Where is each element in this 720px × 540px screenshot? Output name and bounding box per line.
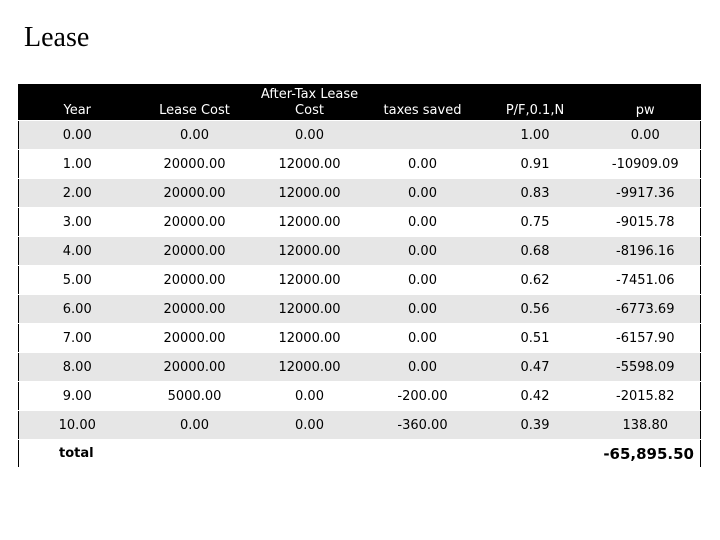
page-title: Lease xyxy=(24,22,90,53)
cell-year: 4.00 xyxy=(19,237,136,266)
cell-lease-cost: 20000.00 xyxy=(136,237,254,266)
cell-pf-factor: 0.56 xyxy=(480,295,591,324)
cell-year: 8.00 xyxy=(19,353,136,382)
table-row xyxy=(19,121,701,150)
cell-taxes-saved xyxy=(366,121,480,150)
header-after-tax-lease-cost: After-Tax Lease Cost xyxy=(260,87,359,118)
header-lease-cost: Lease Cost xyxy=(159,103,230,118)
total-value: -65,895.50 xyxy=(480,440,701,468)
cell-pw: -10909.09 xyxy=(591,150,701,179)
cell-year: 5.00 xyxy=(19,266,136,295)
cell-pw: 138.80 xyxy=(591,411,701,440)
cell-taxes-saved: 0.00 xyxy=(366,295,480,324)
cell-taxes-saved: 0.00 xyxy=(366,208,480,237)
cell-pw: -8196.16 xyxy=(591,237,701,266)
cell-after-tax-lease-cost: 12000.00 xyxy=(254,150,366,179)
cell-year: 7.00 xyxy=(19,324,136,353)
cell-pf-factor: 0.75 xyxy=(480,208,591,237)
table-row xyxy=(19,208,701,237)
cell-after-tax-lease-cost: 0.00 xyxy=(254,121,366,150)
cell-after-tax-lease-cost: 12000.00 xyxy=(254,266,366,295)
header-pw: pw xyxy=(635,103,655,118)
cell-pw: -2015.82 xyxy=(591,382,701,411)
cell-taxes-saved: 0.00 xyxy=(366,324,480,353)
cell-pw: -5598.09 xyxy=(591,353,701,382)
cell-pw: -6157.90 xyxy=(591,324,701,353)
cell-pf-factor: 0.51 xyxy=(480,324,591,353)
cell-taxes-saved: -200.00 xyxy=(366,382,480,411)
cell-after-tax-lease-cost: 12000.00 xyxy=(254,324,366,353)
cell-after-tax-lease-cost: 12000.00 xyxy=(254,237,366,266)
cell-pf-factor: 0.47 xyxy=(480,353,591,382)
header-row xyxy=(19,85,701,121)
cell-lease-cost: 0.00 xyxy=(136,121,254,150)
lease-table xyxy=(18,84,701,468)
table-row xyxy=(19,295,701,324)
table-row xyxy=(19,353,701,382)
table-row xyxy=(19,266,701,295)
cell-lease-cost: 20000.00 xyxy=(136,324,254,353)
total-spacer xyxy=(366,440,480,468)
table-row xyxy=(19,150,701,179)
header-pf-factor: P/F,0.1,N xyxy=(505,103,565,118)
cell-pw: 0.00 xyxy=(591,121,701,150)
cell-year: 2.00 xyxy=(19,179,136,208)
cell-year: 3.00 xyxy=(19,208,136,237)
cell-taxes-saved: 0.00 xyxy=(366,150,480,179)
cell-pf-factor: 0.68 xyxy=(480,237,591,266)
cell-lease-cost: 20000.00 xyxy=(136,266,254,295)
table-row xyxy=(19,324,701,353)
cell-taxes-saved: 0.00 xyxy=(366,237,480,266)
cell-after-tax-lease-cost: 0.00 xyxy=(254,382,366,411)
cell-taxes-saved: 0.00 xyxy=(366,266,480,295)
header-year: Year xyxy=(63,103,92,118)
total-label: total xyxy=(19,440,254,468)
cell-pf-factor: 0.83 xyxy=(480,179,591,208)
cell-lease-cost: 20000.00 xyxy=(136,295,254,324)
cell-pw: -9015.78 xyxy=(591,208,701,237)
cell-taxes-saved: -360.00 xyxy=(366,411,480,440)
cell-lease-cost: 5000.00 xyxy=(136,382,254,411)
cell-pw: -7451.06 xyxy=(591,266,701,295)
cell-year: 6.00 xyxy=(19,295,136,324)
cell-lease-cost: 0.00 xyxy=(136,411,254,440)
cell-pf-factor: 0.39 xyxy=(480,411,591,440)
table-row xyxy=(19,382,701,411)
cell-pw: -9917.36 xyxy=(591,179,701,208)
cell-year: 9.00 xyxy=(19,382,136,411)
cell-lease-cost: 20000.00 xyxy=(136,353,254,382)
total-spacer xyxy=(254,440,366,468)
cell-year: 0.00 xyxy=(19,121,136,150)
cell-lease-cost: 20000.00 xyxy=(136,150,254,179)
cell-year: 10.00 xyxy=(19,411,136,440)
table-row xyxy=(19,411,701,440)
cell-taxes-saved: 0.00 xyxy=(366,179,480,208)
cell-pf-factor: 0.42 xyxy=(480,382,591,411)
cell-after-tax-lease-cost: 12000.00 xyxy=(254,353,366,382)
cell-lease-cost: 20000.00 xyxy=(136,208,254,237)
cell-after-tax-lease-cost: 12000.00 xyxy=(254,295,366,324)
total-row xyxy=(19,440,701,468)
table-row xyxy=(19,179,701,208)
cell-pw: -6773.69 xyxy=(591,295,701,324)
header-taxes-saved: taxes saved xyxy=(383,103,462,118)
cell-pf-factor: 0.91 xyxy=(480,150,591,179)
cell-pf-factor: 0.62 xyxy=(480,266,591,295)
cell-after-tax-lease-cost: 0.00 xyxy=(254,411,366,440)
cell-after-tax-lease-cost: 12000.00 xyxy=(254,208,366,237)
cell-after-tax-lease-cost: 12000.00 xyxy=(254,179,366,208)
cell-pf-factor: 1.00 xyxy=(480,121,591,150)
cell-lease-cost: 20000.00 xyxy=(136,179,254,208)
cell-year: 1.00 xyxy=(19,150,136,179)
table-row xyxy=(19,237,701,266)
cell-taxes-saved: 0.00 xyxy=(366,353,480,382)
